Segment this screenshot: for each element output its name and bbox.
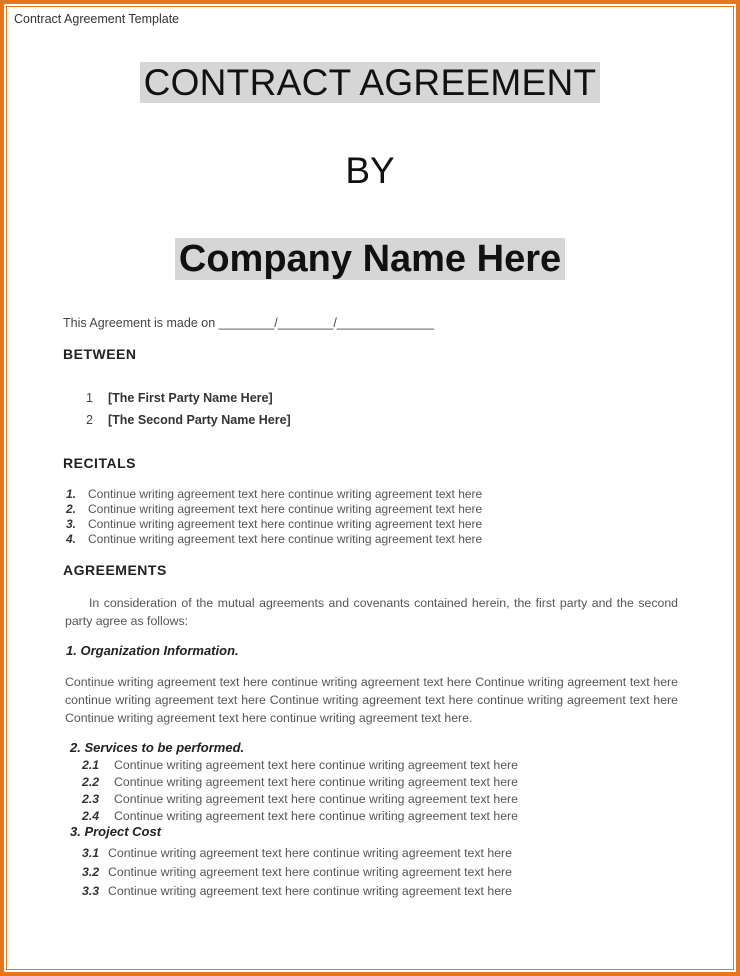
section-3-list [82,844,512,901]
section-3-title: 3. Project Cost [70,824,162,839]
recitals-heading: RECITALS [63,455,136,471]
party-name: [The First Party Name Here] [108,391,273,405]
list-item: 3. Continue writing agreement text here continue writing agreement text here [66,517,483,531]
agreements-heading: AGREEMENTS [63,562,167,578]
party-name: [The Second Party Name Here] [108,413,291,427]
section-2-title: 2. Services to be performed. [70,740,245,755]
list-item: 3.2 Continue writing agreement text here continue writing agreement text here [82,865,512,879]
title-company-name: Company Name Here [175,238,565,280]
list-item: 1. Continue writing agreement text here continue writing agreement text here [66,487,483,501]
list-item: 2.2 Continue writing agreement text here continue writing agreement text here [82,775,518,789]
agreement-date-line: This Agreement is made on ________/________/______________ [63,316,435,330]
list-item: 3.3 Continue writing agreement text here continue writing agreement text here [82,884,512,898]
party-first [86,391,273,405]
party-second [86,413,291,427]
recitals-list [66,487,482,547]
title-by: BY [345,150,395,191]
party-number: 2 [86,413,93,427]
title-contract-agreement: CONTRACT AGREEMENT [140,62,601,103]
list-item: 4. Continue writing agreement text here continue writing agreement text here [66,532,483,546]
section-2-list [82,757,518,825]
list-item: 2. Continue writing agreement text here continue writing agreement text here [66,502,483,516]
list-item: 3.1 Continue writing agreement text here continue writing agreement text here [82,846,512,860]
list-item: 2.3 Continue writing agreement text here continue writing agreement text here [82,792,518,806]
list-item: 2.4 Continue writing agreement text here continue writing agreement text here [82,809,518,823]
title-line-3 [0,238,740,281]
title-line-1 [0,62,740,104]
title-line-2 [0,150,740,192]
list-item: 2.1 Continue writing agreement text here continue writing agreement text here [82,758,518,772]
between-heading: BETWEEN [63,346,137,362]
document-label: Contract Agreement Template [14,12,180,26]
party-number: 1 [86,391,93,405]
agreements-intro: In consideration of the mutual agreements and covenants contained herein, the first party and the second party agree as follows: [65,596,678,628]
section-1-title: 1. Organization Information. [66,643,239,658]
section-1-body: Continue writing agreement text here continue writing agreement text here Continue writing agreement text here continue writing agreement text here Continue writing agreement text here continue writing agreement text here Continue writing agreement text here continue writing agreement text here. [65,675,678,725]
